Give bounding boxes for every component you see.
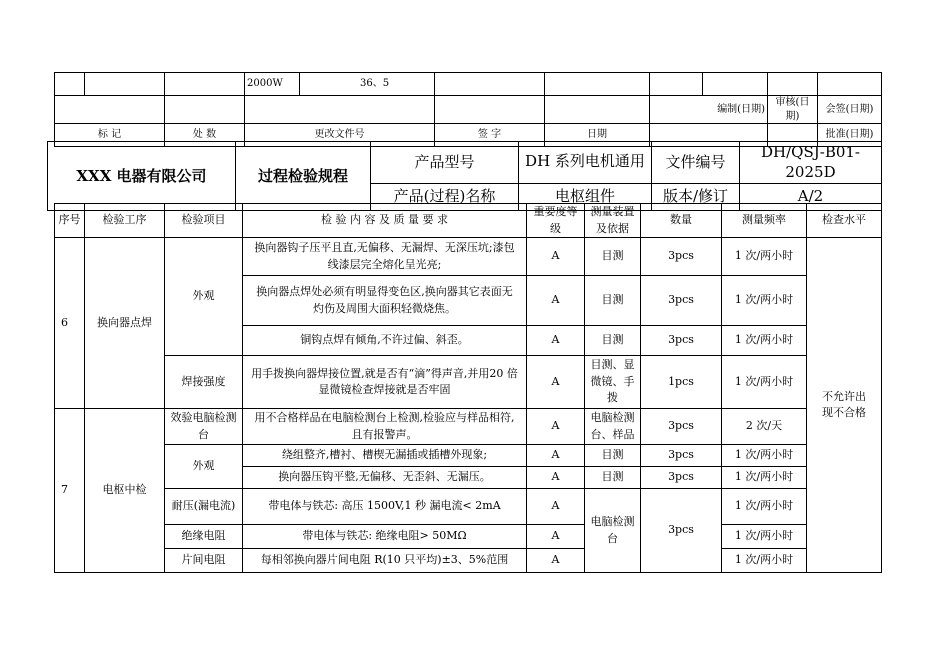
col-quantity: 数量 xyxy=(641,204,722,238)
importance-cell: A xyxy=(527,489,585,525)
doc-no-label: 文件编号 xyxy=(652,142,740,184)
merged-method-cell: 电脑检测台 xyxy=(585,489,641,573)
merged-quantity-cell: 3pcs xyxy=(641,489,722,573)
inspection-table xyxy=(54,203,882,573)
col-importance: 重要度等级 xyxy=(527,204,585,238)
product-name-label: 产品(过程)名称 xyxy=(371,183,519,210)
importance-cell: A xyxy=(527,445,585,467)
content-cell: 用不合格样品在电脑检测台上检测,检验应与样品相符,且有报警声。 xyxy=(243,409,527,445)
content-cell: 换向器压钩平整,无偏移、无歪斜、无漏压。 xyxy=(243,467,527,489)
inspection-level-cell: 不允许出现不合格 xyxy=(807,238,882,573)
frequency-cell: 1 次/两小时 xyxy=(722,356,807,409)
importance-cell: A xyxy=(527,525,585,549)
item-cell: 外观 xyxy=(165,445,243,489)
column-header-row xyxy=(55,204,882,238)
content-cell: 换向器点焊处必须有明显得变色区,换向器其它表面无灼伤及周围大面积轻微烧焦。 xyxy=(243,276,527,326)
method-cell: 目测 xyxy=(585,276,641,326)
quantity-cell: 3pcs xyxy=(641,238,722,276)
seq-cell: 6 xyxy=(55,238,85,409)
content-cell: 带电体与铁芯: 高压 1500V,1 秒 漏电流< 2mA xyxy=(243,489,527,525)
document-header xyxy=(47,141,882,211)
quantity-cell: 3pcs xyxy=(641,467,722,489)
version-value: A/2 xyxy=(740,183,882,210)
method-cell: 目测 xyxy=(585,445,641,467)
col-item: 检验项目 xyxy=(165,204,243,238)
date-label: 日期 xyxy=(545,124,650,147)
table-row xyxy=(55,409,882,445)
frequency-cell: 1 次/两小时 xyxy=(722,276,807,326)
review-date-label: 审核(日期) xyxy=(768,96,818,124)
col-frequency: 测量频率 xyxy=(722,204,807,238)
item-cell: 绝缘电阻 xyxy=(165,525,243,549)
sign-label: 签 字 xyxy=(435,124,545,147)
frequency-cell: 1 次/两小时 xyxy=(722,549,807,573)
method-cell: 目测 xyxy=(585,467,641,489)
quantity-cell: 3pcs xyxy=(641,326,722,356)
col-seq: 序号 xyxy=(55,204,85,238)
method-cell: 目测 xyxy=(585,238,641,276)
countersign-date-label: 会签(日期) xyxy=(818,96,882,124)
seq-cell: 7 xyxy=(55,409,85,573)
frequency-cell: 1 次/两小时 xyxy=(722,489,807,525)
col-content: 检 验 内 容 及 质 量 要 求 xyxy=(243,204,527,238)
process-cell: 换向器点焊 xyxy=(85,238,165,409)
item-cell: 效验电脑检测台 xyxy=(165,409,243,445)
compile-date-label: 编制(日期) xyxy=(650,96,768,124)
importance-cell: A xyxy=(527,409,585,445)
col-process: 检验工序 xyxy=(85,204,165,238)
importance-cell: A xyxy=(527,467,585,489)
item-cell: 焊接强度 xyxy=(165,356,243,409)
item-cell: 外观 xyxy=(165,238,243,356)
col-method: 测量装置及依据 xyxy=(585,204,641,238)
product-model-value: DH 系列电机通用 xyxy=(519,142,652,184)
method-cell: 目测、显微镜、手拨 xyxy=(585,356,641,409)
content-cell: 换向器钩子压平且直,无偏移、无漏焊、无深压坑;漆包线漆层完全熔化呈光亮; xyxy=(243,238,527,276)
item-cell: 片间电阻 xyxy=(165,549,243,573)
version-label: 版本/修订 xyxy=(652,183,740,210)
col-level: 检查水平 xyxy=(807,204,882,238)
quantity-cell: 1pcs xyxy=(641,356,722,409)
importance-cell: A xyxy=(527,238,585,276)
change-doc-label: 更改文件号 xyxy=(245,124,435,147)
approve-date-label: 批准(日期) xyxy=(818,124,882,147)
table-row xyxy=(55,525,882,549)
count-label: 处 数 xyxy=(165,124,245,147)
table-row xyxy=(55,549,882,573)
process-cell: 电枢中检 xyxy=(85,409,165,573)
content-cell: 带电体与铁芯: 绝缘电阻> 50MΩ xyxy=(243,525,527,549)
content-cell: 铜钩点焊有倾角,不许过偏、斜歪。 xyxy=(243,326,527,356)
importance-cell: A xyxy=(527,276,585,326)
frequency-cell: 2 次/天 xyxy=(722,409,807,445)
revision-table xyxy=(54,72,882,147)
frequency-cell: 1 次/两小时 xyxy=(722,326,807,356)
power-cell: 2000W xyxy=(245,73,300,96)
content-cell: 绕组整齐,槽衬、槽楔无漏插或插槽外现象; xyxy=(243,445,527,467)
doc-no-value: DH/QSJ-B01-2025D xyxy=(740,142,882,184)
company-name: XXX 电器有限公司 xyxy=(48,142,236,211)
content-cell: 用手拨换向器焊接位置,就是否有“滴”得声音,并用20 倍显微镜检查焊接就是否牢固 xyxy=(243,356,527,409)
table-row xyxy=(55,356,882,409)
product-name-value: 电枢组件 xyxy=(519,183,652,210)
table-row xyxy=(55,238,882,276)
table-row xyxy=(55,445,882,467)
quantity-cell: 3pcs xyxy=(641,409,722,445)
frequency-cell: 1 次/两小时 xyxy=(722,525,807,549)
document-title: 过程检验规程 xyxy=(236,142,371,211)
content-cell: 每相邻换向器片间电阻 R(10 只平均)±3、5%范围 xyxy=(243,549,527,573)
frequency-cell: 1 次/两小时 xyxy=(722,467,807,489)
method-cell: 目测 xyxy=(585,326,641,356)
importance-cell: A xyxy=(527,549,585,573)
frequency-cell: 1 次/两小时 xyxy=(722,445,807,467)
mark-label: 标 记 xyxy=(55,124,165,147)
frequency-cell: 1 次/两小时 xyxy=(722,238,807,276)
product-model-label: 产品型号 xyxy=(371,142,519,184)
method-cell: 电脑检测台、样品 xyxy=(585,409,641,445)
spec-cell: 36、5 xyxy=(300,73,435,96)
revision-row-2 xyxy=(55,96,882,124)
importance-cell: A xyxy=(527,326,585,356)
quantity-cell: 3pcs xyxy=(641,276,722,326)
table-row xyxy=(55,489,882,525)
revision-row-1 xyxy=(55,73,882,96)
item-cell: 耐压(漏电流) xyxy=(165,489,243,525)
importance-cell: A xyxy=(527,356,585,409)
quantity-cell: 3pcs xyxy=(641,445,722,467)
